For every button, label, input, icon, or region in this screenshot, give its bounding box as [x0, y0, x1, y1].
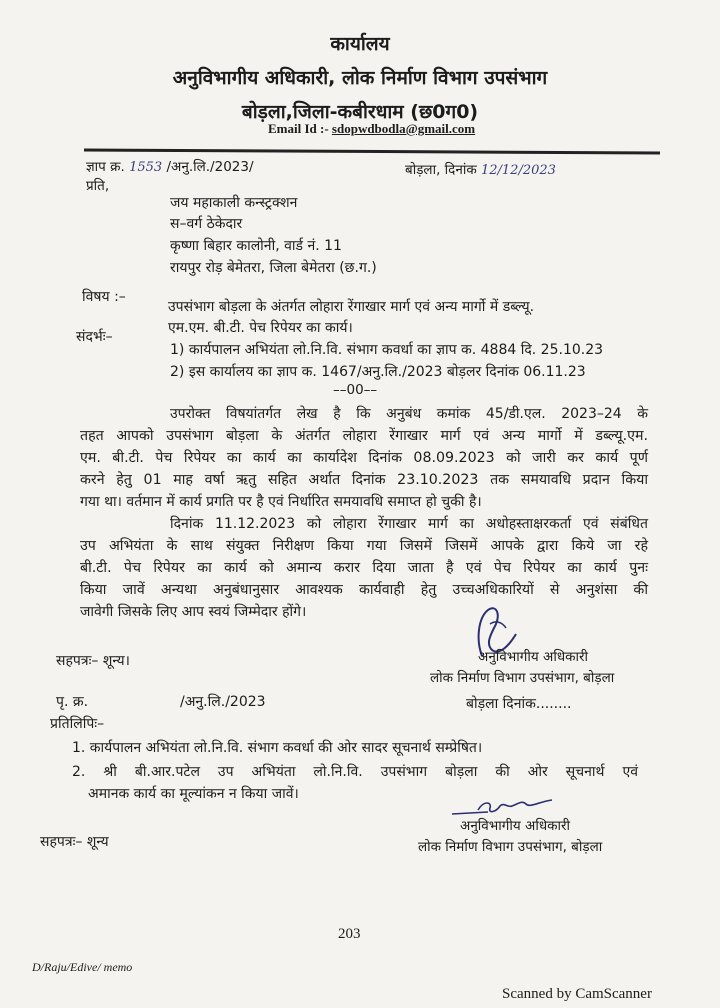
- header-divider: [84, 148, 660, 154]
- to-label: प्रति,: [86, 178, 110, 194]
- memo-number-suffix: /अनु.लि./2023/: [166, 159, 254, 175]
- reference-item: 1) कार्यपालन अभियंता लो.नि.वि. संभाग कवर्धा का ज्ञाप क. 4884 दि. 25.10.23: [170, 342, 604, 358]
- endorsement-number-label: पृ. क्र.: [56, 694, 89, 710]
- footer-code: D/Raju/Edive/ memo: [32, 960, 133, 974]
- place-heading: बोड़ला,जिला-कबीरधाम (छ0ग0): [241, 101, 479, 123]
- addressee-line: स–वर्ग ठेकेदार: [170, 216, 243, 232]
- memo-number-handwritten: 1553: [129, 160, 163, 175]
- body-paragraph-line: उपरोक्त विषयांतर्गत लेख है कि अनुबंध कमांक 45/डी.एल. 2023–24 के: [170, 406, 648, 422]
- page-number: 203: [338, 926, 361, 942]
- memo-number-line: [86, 157, 254, 175]
- body-paragraph-line: गया था। वर्तमान में कार्य प्रगति पर है एवं निर्धारित समयावधि समाप्त हो चुकी है।: [80, 494, 482, 510]
- addressee-line: रायपुर रोड़ बेमेतरा, जिला बेमेतरा (छ.ग.): [170, 260, 377, 276]
- reference-label: संदर्भः–: [76, 329, 113, 345]
- copy-label: प्रतिलिपिः–: [50, 716, 105, 732]
- body-paragraph-line: करने हेतु 01 माह वर्षा ऋतु सहित अर्थात दिनांक 23.10.2023 तक समयावधि प्रदान किया: [80, 472, 648, 488]
- addressee-line: जय महाकाली कन्स्ट्रक्शन: [170, 195, 298, 211]
- signature-department: लोक निर्माण विभाग उपसंभाग, बोड़ला: [418, 839, 603, 855]
- endorsement-date: बोड़ला दिनांक........: [466, 696, 572, 712]
- copy-item-continuation: अमानक कार्य का मूल्यांकन न किया जावें।: [88, 786, 299, 802]
- separator: ––00––: [333, 382, 378, 398]
- subject-line: एम.एम. बी.टी. पेच रिपेयर का कार्य।: [168, 320, 353, 336]
- signature-department: लोक निर्माण विभाग उपसंभाग, बोड़ला: [430, 670, 615, 686]
- body-paragraph-line: उप अभियंता के साथ संयुक्त निरीक्षण किया गया जिसमें जिसमें आपके द्वारा किये जा रहे: [80, 538, 648, 554]
- copy-item: 1. कार्यपालन अभियंता लो.नि.वि. संभाग कवर्धा की ओर सादर सूचनार्थ सम्प्रेषित।: [72, 740, 483, 756]
- scanner-watermark: Scanned by CamScanner: [502, 986, 652, 1002]
- email-label: Email Id :-: [268, 121, 329, 136]
- subject-line: उपसंभाग बोड़ला के अंतर्गत लोहारा रेंगाखार मार्ग एवं अन्य मार्गो में डब्ल्यू.: [168, 299, 535, 315]
- memo-date-line: [405, 160, 556, 178]
- body-paragraph-line: एम. बी.टी. पेच रिपेयर का कार्य का कार्यादेश दिनांक 08.09.2023 को जारी कर कार्य पूर्ण: [80, 450, 648, 466]
- subject-label: विषय :–: [82, 289, 126, 305]
- body-paragraph-line: बी.टी. पेच रिपेयर का कार्य को अमान्य करार दिया जाता है एवं पेच रिपेयर का कार्य पुनः: [80, 560, 648, 576]
- officer-heading: अनुविभागीय अधिकारी, लोक निर्माण विभाग उपसंभाग: [172, 67, 548, 89]
- endorsement-number-suffix: /अनु.लि./2023: [180, 694, 266, 710]
- signature-title: अनुविभागीय अधिकारी: [460, 818, 571, 834]
- reference-item: 2) इस कार्यालय का ज्ञाप क. 1467/अनु.लि./2023 बोड़लर दिनांक 06.11.23: [170, 364, 586, 380]
- memo-number-label: ज्ञाप क्र.: [86, 159, 125, 175]
- enclosure-line: सहपत्रः– शून्य।: [56, 653, 130, 669]
- email-line: [268, 121, 475, 137]
- email-address[interactable]: sdopwdbodla@gmail.com: [331, 121, 476, 136]
- signature-title: अनुविभागीय अधिकारी: [478, 649, 589, 665]
- body-paragraph-line: दिनांक 11.12.2023 को लोहारा रेंगाखार मार्ग का अधोहस्ताक्षरकर्ता एवं संबंधित: [170, 516, 648, 532]
- body-paragraph-line: तहत आपको उपसंभाग बोड़ला के अंतर्गत लोहारा रेंगाखार मार्ग एवं अन्य मार्गो में डब्ल्यू.एम.: [80, 428, 648, 444]
- addressee-line: कृष्णा बिहार कालोनी, वार्ड नं. 11: [170, 238, 342, 254]
- memo-date-label: बोड़ला, दिनांक: [405, 162, 477, 178]
- body-paragraph-line: जावेगी जिसके लिए आप स्वयं जिम्मेदार होंगे।: [80, 604, 307, 620]
- copy-item: 2. श्री बी.आर.पटेल उप अभियंता लो.नि.वि. उपसंभाग बोड़ला की ओर सूचनार्थ एवं: [72, 764, 638, 780]
- office-heading: कार्यालय: [330, 33, 390, 55]
- enclosure-line: सहपत्रः– शून्य: [40, 834, 109, 850]
- memo-date-handwritten: 12/12/2023: [480, 163, 556, 178]
- body-paragraph-line: किया जावें अन्यथा अनुबंधानुसार आवश्यक कार्यवाही हेतु उच्चअधिकारियों से अनुशंसा की: [80, 582, 648, 598]
